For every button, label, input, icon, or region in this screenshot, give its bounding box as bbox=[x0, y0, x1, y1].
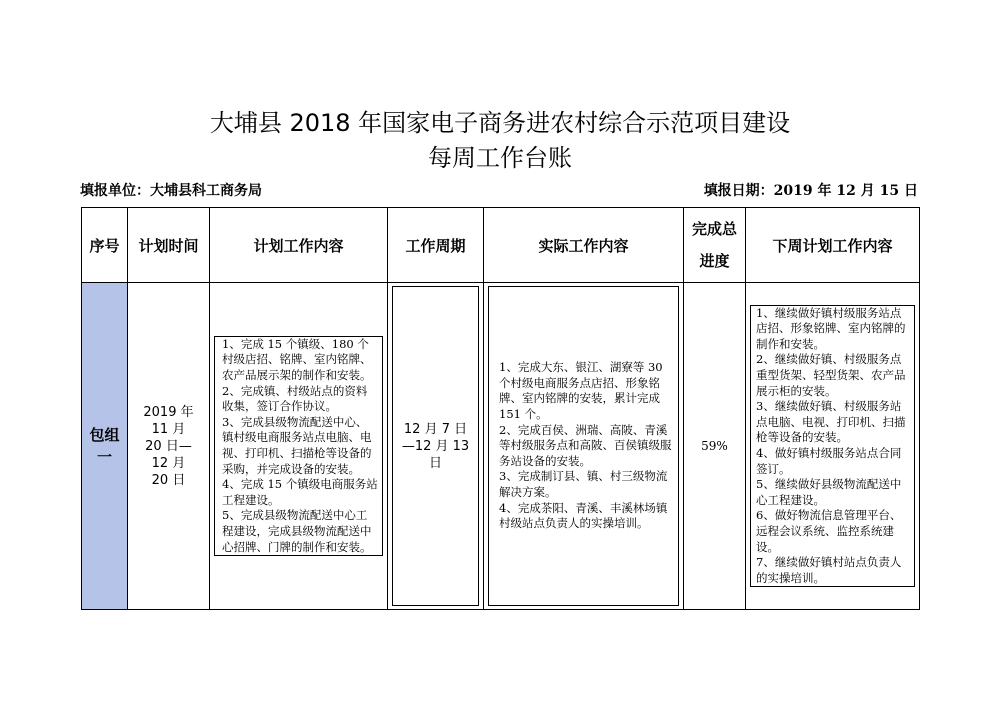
plan-content-cell: 1、完成 15 个镇级、180 个村级店招、铭牌、室内铭牌、农产品展示架的制作和安装。 2、完成镇、村级站点的资料收集，签订合作协议。 3、完成县级物流配送中心、镇村级电商服务站点电脑、电视、打印机、扫描枪等设备的采购，并完成设备的安装。 4、完成 15 个镇级电商服务站工程建设。 5、完成县级物流配送中心工程建设，完成县级物流配送中心招牌、门牌的制作和安装。 bbox=[210, 283, 388, 610]
header-plan-time: 计划时间 bbox=[128, 208, 210, 283]
actual-content-cell: 1、完成大东、银江、湖寮等 30 个村级电商服务点店招、形象铭牌、室内铭牌的安装，累计完成 151 个。 2、完成百侯、洲瑞、高陂、青溪等村级服务点和高陂、百侯镇级服务站设备的安装。 3、完成制订县、镇、村三级物流解决方案。 4、完成茶阳、青溪、丰溪林场镇村级站点负责人的实操培训。 bbox=[484, 283, 684, 610]
period-cell: 12 月 7 日—12 月 13 日 bbox=[388, 283, 484, 610]
reporting-date: 填报日期：2019 年 12 月 15 日 bbox=[703, 183, 918, 199]
weekly-work-table bbox=[81, 207, 920, 610]
table-row bbox=[82, 283, 920, 610]
plan-time-cell: 2019 年 11 月 20 日—12 月 20 日 bbox=[128, 283, 210, 610]
header-plan-content: 计划工作内容 bbox=[210, 208, 388, 283]
header-progress: 完成总进度 bbox=[684, 208, 746, 283]
reporting-unit: 填报单位：大埔县科工商务局 bbox=[80, 183, 262, 199]
group-cell: 包组一 bbox=[82, 283, 128, 610]
next-week-cell: 1、继续做好镇村级服务站点店招、形象铭牌、室内铭牌的制作和安装。 2、继续做好镇、村级服务点重型货架、轻型货架、农产品展示柜的安装。 3、继续做好镇、村级服务站点电脑、电视、打印机、扫描枪等设备的安装。 4、做好镇村级服务站点合同签订。 5、继续做好县级物流配送中心工程建设。 6、做好物流信息管理平台、远程会议系统、监控系统建设。 7、继续做好镇村站点负责人的实操培训。 bbox=[746, 283, 920, 610]
document-title: 大埔县 2018 年国家电子商务进农村综合示范项目建设 bbox=[209, 109, 791, 137]
header-seq: 序号 bbox=[82, 208, 128, 283]
table-header-row bbox=[82, 208, 920, 283]
header-next-week: 下周计划工作内容 bbox=[746, 208, 920, 283]
document-subtitle: 每周工作台账 bbox=[428, 144, 572, 172]
header-actual: 实际工作内容 bbox=[484, 208, 684, 283]
header-period: 工作周期 bbox=[388, 208, 484, 283]
progress-cell: 59% bbox=[684, 283, 746, 610]
